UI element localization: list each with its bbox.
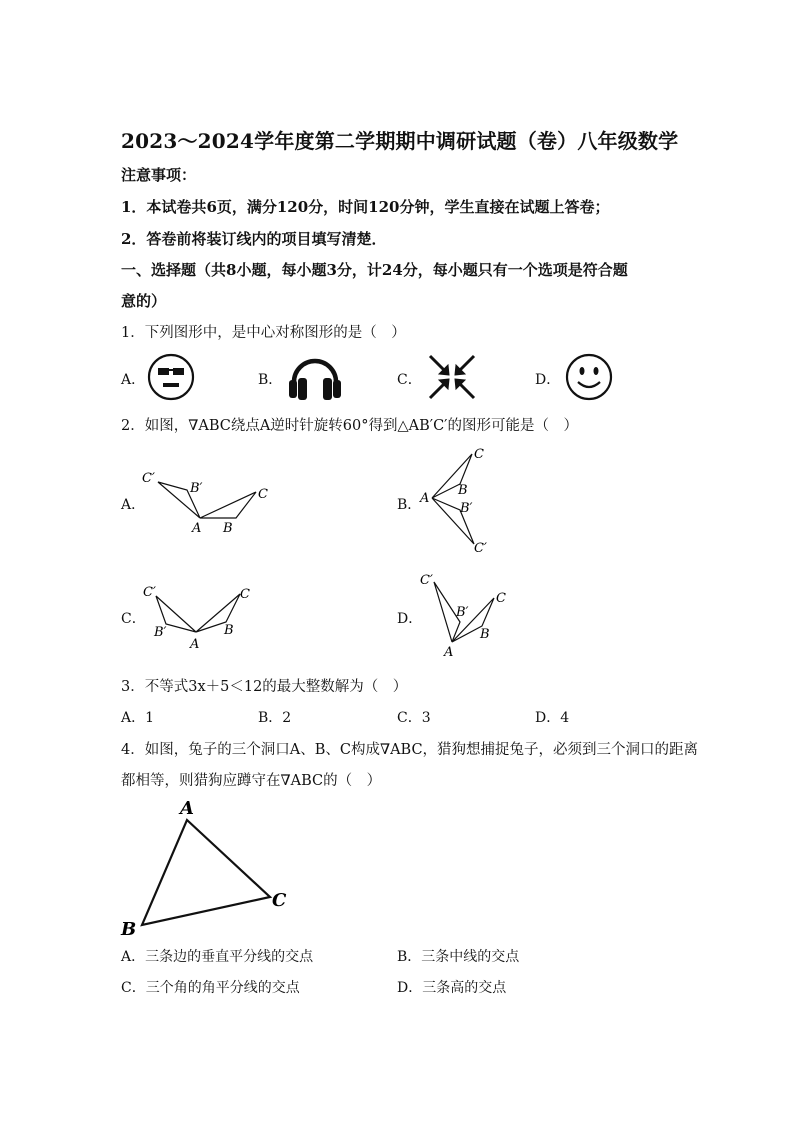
question-4-stem-line1: 4．如图，兔子的三个洞口A、B、C构成∇ABC，猎狗想捕捉兔子，必须到三个洞口的距离 [121,742,699,758]
q4-option-b[interactable]: B．三条中线的交点 [397,949,520,965]
q2-figure-d [416,570,516,662]
sunglasses-smiley-icon [146,352,196,402]
q4-triangle-figure [118,796,298,938]
q4-label-a: A [180,798,194,819]
notice-item-2: 2．答卷前将装订线内的项目填写清楚． [121,230,387,248]
notice-heading: 注意事项： [121,166,197,184]
q2d-label-c: C [496,591,506,606]
q4-label-c: C [272,890,287,911]
section-heading-line1: 一、选择题（共8小题，每小题3分，计24分，每小题只有一个选项是符合题 [121,261,628,279]
exam-title: 2023～2024学年度第二学期期中调研试题（卷）八年级数学 [121,129,679,153]
q1-option-c-label[interactable]: C． [397,372,422,388]
q2-option-b-label[interactable]: B． [397,497,422,513]
q2a-label-cp: C′ [142,471,155,486]
q3-option-d[interactable]: D．4 [535,710,570,726]
q2-option-c-label[interactable]: C． [121,611,146,627]
headphones-icon [287,350,343,402]
q1-option-a-label[interactable]: A． [121,372,146,388]
q2c-label-c: C [240,587,250,602]
q2a-label-c: C [258,487,268,502]
q2d-label-bp: B′ [456,605,469,620]
q2a-label-bp: B′ [190,481,203,496]
q2d-label-a: A [444,645,454,660]
smiley-face-icon [564,352,614,402]
q4-label-b: B [121,919,137,940]
q2-option-d-label[interactable]: D． [397,611,423,627]
q3-option-c[interactable]: C．3 [397,710,431,726]
q1-option-d-label[interactable]: D． [535,372,561,388]
q2-figure-a [140,462,280,542]
question-3-stem: 3．不等式3x＋5＜12的最大整数解为（ ） [121,679,408,695]
question-1-stem: 1．下列图形中，是中心对称图形的是（ ） [121,325,406,341]
q3-option-b[interactable]: B．2 [258,710,292,726]
question-2-stem: 2．如图，∇ABC绕点A逆时针旋转60°得到△AB′C′的图形可能是（ ） [121,418,578,434]
q2d-label-b: B [480,627,490,642]
q2b-label-bp: B′ [460,501,473,516]
q4-option-a[interactable]: A．三条边的垂直平分线的交点 [121,949,314,965]
section-heading-line2: 意的） [121,292,167,310]
q2b-label-cp: C′ [474,541,487,556]
q2d-label-cp: C′ [420,573,433,588]
q2b-label-c: C [474,447,484,462]
q2-figure-b [416,444,496,558]
q4-option-c[interactable]: C．三个角的角平分线的交点 [121,980,300,996]
q3-option-a[interactable]: A．1 [121,710,155,726]
q2c-label-b: B [224,623,234,638]
q4-option-d[interactable]: D．三条高的交点 [397,980,507,996]
q2c-label-bp: B′ [154,625,167,640]
q2a-label-b: B [223,521,233,536]
q1-option-b-label[interactable]: B． [258,372,283,388]
question-4-stem-line2: 都相等，则猎狗应蹲守在∇ABC的（ ） [121,773,382,789]
q2-figure-c [140,580,260,652]
q2-option-a-label[interactable]: A． [121,497,146,513]
q2c-label-cp: C′ [143,585,156,600]
notice-item-1: 1．本试卷共6页，满分120分，时间120分钟，学生直接在试题上答卷； [121,198,610,216]
q2c-label-a: A [190,637,200,652]
q2b-label-a: A [420,491,430,506]
q2a-label-a: A [192,521,202,536]
arrows-converging-icon [428,354,476,400]
q2b-label-b: B [458,483,468,498]
